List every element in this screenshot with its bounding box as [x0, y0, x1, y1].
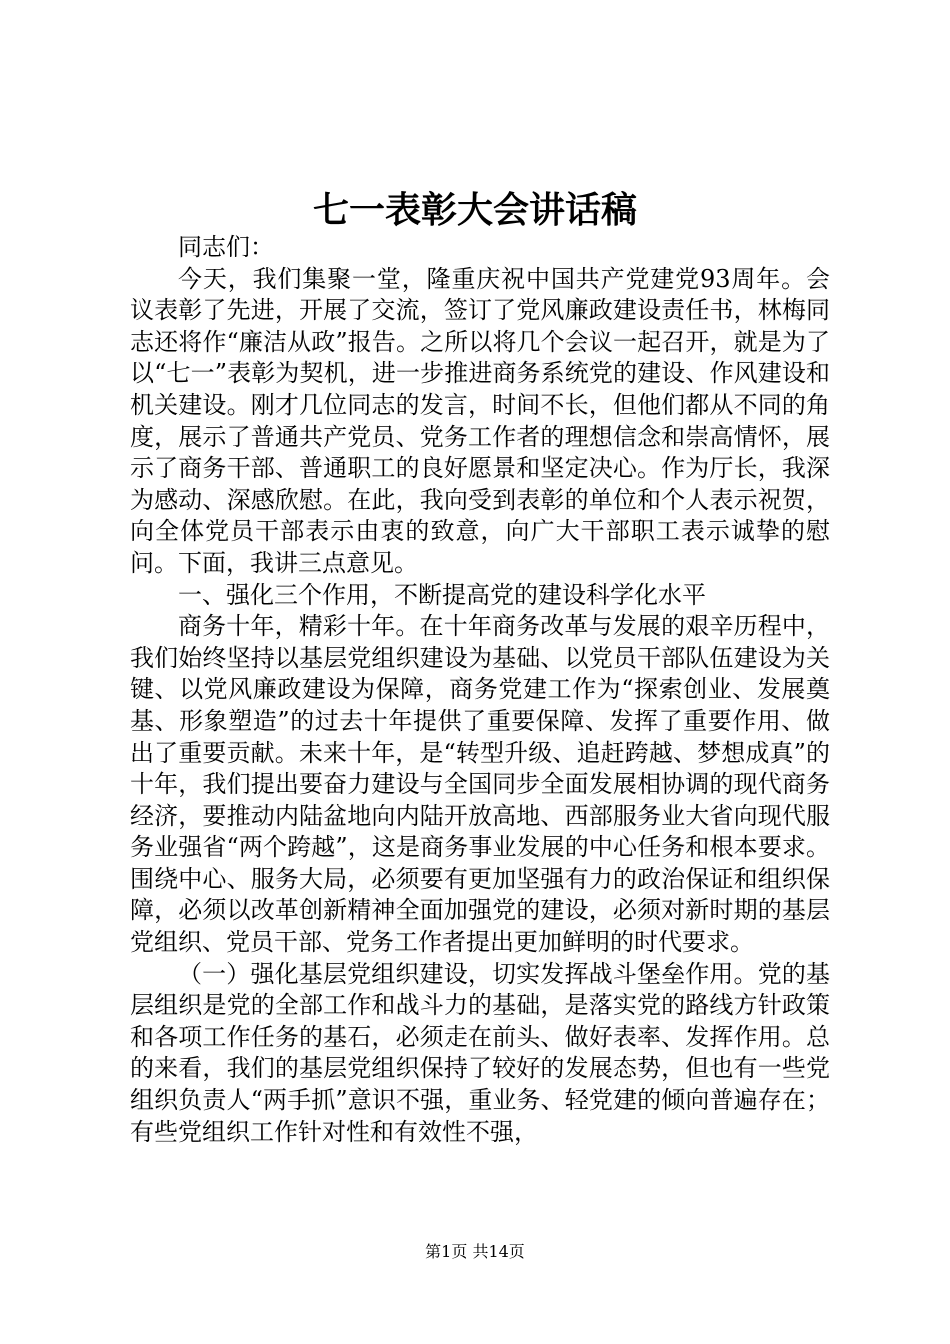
section-paragraph: 商务十年，精彩十年。在十年商务改革与发展的艰辛历程中，我们始终坚持以基层党组织建设为基础、以党员干部队伍建设为关键、以党风廉政建设为保障，商务党建工作为“探索创业、发展奠基、形象塑造”的过去十年提供了重要保障、发挥了重要作用、做出了重要贡献。未来十年，是“转型升级、追赶跨越、梦想成真”的十年，我们提出要奋力建设与全国同步全面发展相协调的现代商务经济，要推动内陆盆地向内陆开放高地、西部服务业大省向现代服务业强省“两个跨越”，这是商务事业发展的中心任务和根本要求。围绕中心、服务大局，必须要有更加坚强有力的政治保证和组织保障，必须以改革创新精神全面加强党的建设，必须对新时期的基层党组织、党员干部、党务工作者提出更加鲜明的时代要求。 [130, 612, 830, 957]
page-number-footer: 第1页 共14页 [425, 1242, 525, 1261]
document-title: 七一表彰大会讲话稿 [312, 189, 637, 231]
document-body [130, 232, 830, 1148]
opening-paragraph: 今天，我们集聚一堂，隆重庆祝中国共产党建党93周年。会议表彰了先进，开展了交流，签订了党风廉政建设责任书，林梅同志还将作“廉洁从政”报告。之所以将几个会议一起召开，就是为了以“七一”表彰为契机，进一步推进商务系统党的建设、作风建设和机关建设。刚才几位同志的发言，时间不长，但他们都从不同的角度，展示了普通共产党员、党务工作者的理想信念和崇高情怀，展示了商务干部、普通职工的良好愿景和坚定决心。作为厅长，我深为感动、深感欣慰。在此，我向受到表彰的单位和个人表示祝贺，向全体党员干部表示由衷的致意，向广大干部职工表示诚挚的慰问。下面，我讲三点意见。 [130, 264, 830, 577]
subsection-paragraph: （一）强化基层党组织建设，切实发挥战斗堡垒作用。党的基层组织是党的全部工作和战斗力的基础，是落实党的路线方针政策和各项工作任务的基石，必须走在前头、做好表率、发挥作用。总的来看，我们的基层党组织保持了较好的发展态势，但也有一些党组织负责人“两手抓”意识不强，重业务、轻党建的倾向普遍存在；有些党组织工作针对性和有效性不强， [130, 959, 830, 1146]
section-heading: 一、强化三个作用，不断提高党的建设科学化水平 [178, 580, 706, 609]
salutation-paragraph: 同志们： [178, 233, 274, 261]
